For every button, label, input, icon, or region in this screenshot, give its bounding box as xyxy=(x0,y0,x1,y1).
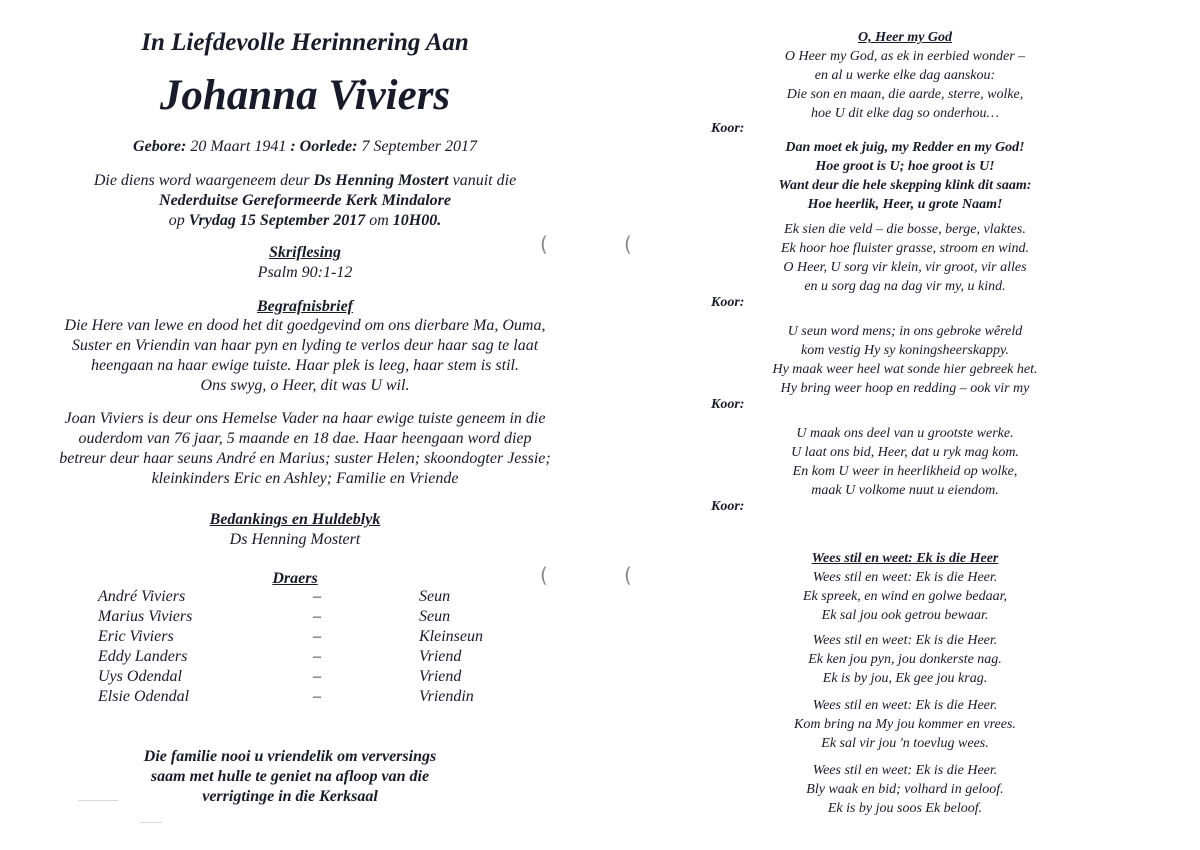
bearer-role: Seun xyxy=(419,588,451,605)
letter-line: heengaan na haar ewige tuiste. Haar plek is leeg, haar stem is stil. xyxy=(91,357,519,374)
verse-line: O Heer my God, as ek in eerbied wonder – xyxy=(784,49,1026,64)
thanks-text: Ds Henning Mostert xyxy=(229,531,361,548)
verse-line: O Heer, U sorg vir klein, vir groot, vir alles xyxy=(783,260,1027,275)
bearer-row xyxy=(98,688,518,708)
chorus-label: Koor: xyxy=(711,121,745,136)
verse-line: Ek sal vir jou 'n toevlug wees. xyxy=(821,736,989,751)
bearer-row xyxy=(98,668,518,688)
bearer-role: Seun xyxy=(419,608,451,625)
letter-line: Suster en Vriendin van haar pyn en lyding te verlos deur haar sag te laat xyxy=(71,337,539,354)
scan-speck xyxy=(140,822,162,823)
chorus-label: Koor: xyxy=(711,397,745,412)
service-day: Vrydag 15 September 2017 xyxy=(188,212,366,229)
letter-paragraph-1 xyxy=(30,316,580,396)
hymn1-verse-2 xyxy=(720,220,1090,296)
hymn2-title: Wees stil en weet: Ek is die Heer xyxy=(811,551,999,566)
invitation-line: Die familie nooi u vriendelik om verversings xyxy=(143,748,437,765)
letter-line: ouderdom van 76 jaar, 5 maande en 18 dae. Haar heengaan word diep xyxy=(78,430,532,447)
verse-line: hoe U dit elke dag so onderhou… xyxy=(811,106,999,121)
letter-paragraph-2 xyxy=(30,409,580,489)
verse-line: kom vestig Hy sy koningsheerskappy. xyxy=(801,343,1009,358)
bearer-name: André Viviers xyxy=(98,588,186,605)
chorus-line: Dan moet ek juig, my Redder en my God! xyxy=(785,140,1025,155)
verse-line: Wees stil en weet: Ek is die Heer. xyxy=(812,763,998,778)
bearer-name: Uys Odendal xyxy=(98,668,182,685)
invitation-line: verrigtinge in die Kerksaal xyxy=(202,788,378,805)
service-time: 10H00. xyxy=(392,212,442,229)
bearer-name: Elsie Odendal xyxy=(98,688,190,705)
verse-line: Hy bring weer hoop en redding – ook vir my xyxy=(780,381,1030,396)
verse-line: Ek sal jou ook getrou bewaar. xyxy=(821,608,989,623)
hymn1-verse-1 xyxy=(720,47,1090,123)
hymn2-stanza-4 xyxy=(720,761,1090,818)
hymn2-stanza-1 xyxy=(720,568,1090,625)
born-label: Gebore: xyxy=(133,138,187,155)
verse-line: Ek is by jou, Ek gee jou krag. xyxy=(822,671,988,686)
born-date: 20 Maart 1941 xyxy=(190,138,287,155)
bearer-role: Vriend xyxy=(419,648,462,665)
verse-line: Wees stil en weet: Ek is die Heer. xyxy=(812,633,998,648)
letter-line: Ons swyg, o Heer, dit was U wil. xyxy=(200,377,410,394)
died-date: 7 September 2017 xyxy=(361,138,477,155)
chorus-line: Want deur die hele skepping klink dit saam: xyxy=(778,178,1032,193)
verse-line: en u sorg dag na dag vir my, u kind. xyxy=(804,279,1006,294)
fold-mark-icon: ( xyxy=(624,563,632,587)
bearer-dash: – xyxy=(313,668,321,685)
bearer-dash: – xyxy=(313,688,321,705)
letter-line: Die Here van lewe en dood het dit goedgevind om ons dierbare Ma, Ouma, xyxy=(64,317,546,334)
bearer-role: Kleinseun xyxy=(419,628,483,645)
verse-line: Ek hoor hoe fluister grasse, stroom en wind. xyxy=(781,241,1029,256)
bearers-title: Draers xyxy=(272,570,318,587)
date-separator: : xyxy=(290,138,296,155)
verse-line: Hy maak weer heel wat sonde hier gebreek het. xyxy=(772,362,1038,377)
bearer-dash: – xyxy=(313,648,321,665)
fold-mark-icon: ( xyxy=(540,563,548,587)
died-label: Oorlede: xyxy=(299,138,358,155)
bearer-row xyxy=(98,588,518,608)
verse-line: en al u werke elke dag aanskou: xyxy=(814,68,996,83)
verse-line: Bly waak en bid; volhard in geloof. xyxy=(806,782,1004,797)
chorus-label: Koor: xyxy=(711,499,745,514)
bearer-name: Marius Viviers xyxy=(98,608,193,625)
letter-line: Joan Viviers is deur ons Hemelse Vader na haar ewige tuiste geneem in die xyxy=(64,410,546,427)
scan-speck xyxy=(78,800,118,801)
thanks-title: Bedankings en Huldeblyk xyxy=(209,511,381,528)
scripture-reference: Psalm 90:1-12 xyxy=(257,264,353,281)
bearer-dash: – xyxy=(313,588,321,605)
scripture-title: Skriflesing xyxy=(268,244,341,261)
chorus-line: Hoe heerlik, Heer, u grote Naam! xyxy=(807,197,1003,212)
verse-line: Ek spreek, en wind en golwe bedaar, xyxy=(803,589,1007,604)
hymn1-chorus xyxy=(720,138,1090,214)
memorial-heading: In Liefdevolle Herinnering Aan xyxy=(141,29,469,56)
letter-line: kleinkinders Eric en Ashley; Familie en Vriende xyxy=(151,470,459,487)
verse-line: Wees stil en weet: Ek is die Heer. xyxy=(812,570,998,585)
bearer-row xyxy=(98,628,518,648)
letter-line: betreur deur haar seuns André en Marius; suster Helen; skoondogter Jessie; xyxy=(59,450,551,467)
hymn1-title: O, Heer my God xyxy=(857,30,953,45)
fold-mark-icon: ( xyxy=(624,232,632,256)
hymn2-stanza-2 xyxy=(720,631,1090,688)
bearer-row xyxy=(98,608,518,628)
service-details xyxy=(40,171,570,231)
hymn1-verse-3 xyxy=(710,322,1100,398)
letter-title: Begrafnisbrief xyxy=(257,298,353,315)
verse-line: U laat ons bid, Heer, dat u ryk mag kom. xyxy=(791,445,1019,460)
verse-line: Ek sien die veld – die bosse, berge, vlaktes. xyxy=(784,222,1026,237)
chorus-label: Koor: xyxy=(711,295,745,310)
thanks-section xyxy=(100,510,490,550)
bearer-dash: – xyxy=(313,608,321,625)
service-at: om xyxy=(369,212,389,229)
church-name: Nederduitse Gereformeerde Kerk Mindalore xyxy=(159,192,451,209)
service-text-pre: Die diens word waargeneem deur xyxy=(93,172,310,189)
bearer-role: Vriendin xyxy=(419,688,474,705)
bearer-name: Eric Viviers xyxy=(98,628,174,645)
verse-line: En kom U weer in heerlikheid op wolke, xyxy=(792,464,1018,479)
invitation xyxy=(90,747,490,807)
bearer-row xyxy=(98,648,518,668)
verse-line: Ek ken jou pyn, jou donkerste nag. xyxy=(808,652,1002,667)
verse-line: Ek is by jou soos Ek beloof. xyxy=(827,801,983,816)
verse-line: U maak ons deel van u grootste werke. xyxy=(796,426,1014,441)
verse-line: U seun word mens; in ons gebroke wêreld xyxy=(787,324,1023,339)
hymn2-stanza-3 xyxy=(720,696,1090,753)
invitation-line: saam met hulle te geniet na afloop van die xyxy=(150,768,430,785)
service-text-post: vanuit die xyxy=(452,172,517,189)
verse-line: maak U volkome nuut u eiendom. xyxy=(811,483,999,498)
fold-mark-icon: ( xyxy=(540,232,548,256)
bearer-dash: – xyxy=(313,628,321,645)
verse-line: Wees stil en weet: Ek is die Heer. xyxy=(812,698,998,713)
minister-name: Ds Henning Mostert xyxy=(313,172,449,189)
bearer-role: Vriend xyxy=(419,668,462,685)
bearer-name: Eddy Landers xyxy=(98,648,188,665)
verse-line: Die son en maan, die aarde, sterre, wolke, xyxy=(786,87,1024,102)
verse-line: Kom bring na My jou kommer en vrees. xyxy=(794,717,1016,732)
hymn1-verse-4 xyxy=(720,424,1090,500)
scripture-section xyxy=(100,243,510,283)
chorus-line: Hoe groot is U; hoe groot is U! xyxy=(815,159,995,174)
dates-line xyxy=(80,137,530,157)
deceased-name: Johanna Viviers xyxy=(159,72,451,119)
service-on: op xyxy=(168,212,185,229)
